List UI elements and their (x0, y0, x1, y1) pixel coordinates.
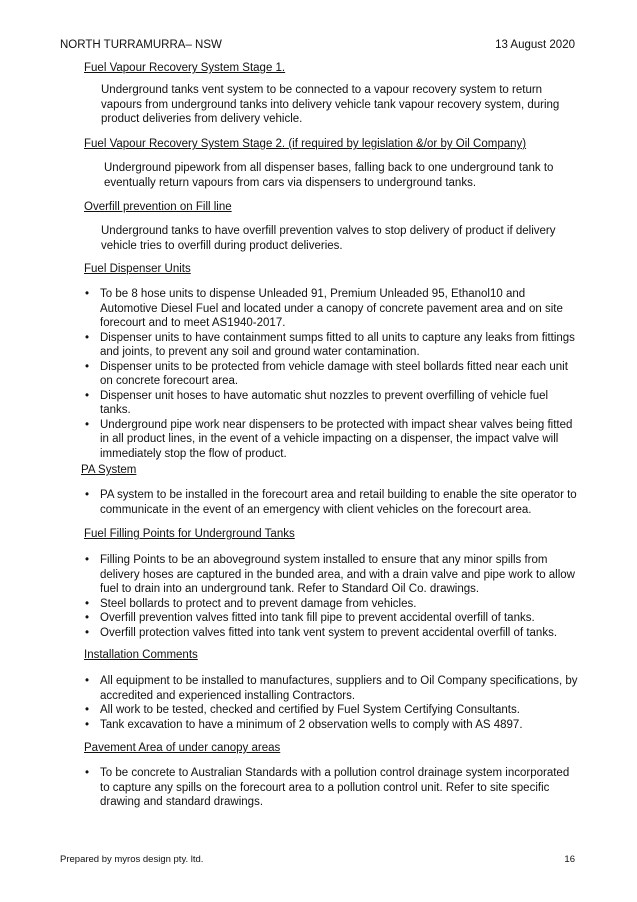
section-paragraph: Underground pipework from all dispenser bases, falling back to one underground tank to eventually return vapours from cars via dispensers to underground tanks. (104, 162, 554, 189)
list-item (78, 674, 578, 703)
bullet-icon: • (85, 554, 90, 566)
list-item (78, 389, 578, 418)
list-item (78, 418, 578, 462)
list-item-text: Overfill protection valves fitted into tank vent system to prevent accidental overfill of tanks. (100, 626, 558, 639)
bullet-icon: • (85, 767, 90, 779)
list-item (78, 287, 578, 331)
list-item (78, 488, 578, 517)
list-item (78, 597, 578, 612)
bullet-icon: • (85, 288, 90, 300)
list-item-text: All work to be tested, checked and certified by Fuel System Certifying Consultants. (100, 704, 520, 716)
list-item-text: To be 8 hose units to dispense Unleaded 91, Premium Unleaded 95, Ethanol10 and Automotive Diesel Fuel and located under a canopy of concrete pavement area and on site forecourt and to meet AS1940-2017. (100, 288, 563, 329)
bullet-icon: • (85, 626, 90, 639)
list-item-text: Tank excavation to have a minimum of 2 observation wells to comply with AS 4897. (100, 718, 523, 731)
section-heading: Overfill prevention on Fill line (84, 201, 232, 213)
bullet-list (78, 766, 578, 810)
list-item-text: Dispenser units to be protected from vehicle damage with steel bollards fitted near each unit on concrete forecourt area. (100, 360, 568, 387)
list-item-text: PA system to be installed in the forecourt area and retail building to enable the site operator to communicate in the event of an emergency with client vehicles on the forecourt area. (100, 489, 577, 516)
section-heading: Fuel Vapour Recovery System Stage 1. (84, 62, 286, 74)
list-item-text: Overfill prevention valves fitted into tank fill pipe to prevent accidental overfill of tanks. (100, 612, 535, 624)
footer-author: Prepared by myros design pty. ltd. (60, 854, 204, 865)
section-paragraph: Underground tanks vent system to be connected to a vapour recovery system to return vapours from underground tanks into delivery vehicle tank vapour recovery system, during product deliveries from delivery vehicle. (101, 84, 560, 125)
list-item (78, 626, 578, 641)
bullet-list (78, 287, 578, 461)
section-heading: PA System (81, 464, 137, 476)
bullet-icon: • (85, 489, 90, 501)
bullet-list (78, 488, 578, 517)
list-item-text: Dispenser units to have containment sumps fitted to all units to capture any leaks from fittings and joints, to prevent any soil and ground water contamination. (100, 331, 575, 358)
bullet-icon: • (85, 612, 90, 624)
section-heading: Pavement Area of under canopy areas (84, 742, 281, 754)
header-location: NORTH TURRAMURRA– NSW (60, 39, 222, 51)
bullet-icon: • (85, 704, 90, 716)
list-item (78, 553, 578, 597)
header-date: 13 August 2020 (495, 39, 575, 51)
bullet-icon: • (85, 675, 90, 687)
bullet-list (78, 553, 578, 640)
bullet-list (78, 674, 578, 732)
list-item (78, 766, 578, 810)
page-number: 16 (564, 854, 575, 865)
section-heading: Installation Comments (84, 649, 198, 661)
bullet-icon: • (85, 331, 90, 344)
list-item (78, 718, 578, 733)
bullet-icon: • (85, 360, 90, 373)
list-item (78, 331, 578, 360)
section-heading: Fuel Filling Points for Underground Tanks (84, 528, 295, 540)
section-heading: Fuel Vapour Recovery System Stage 2. (if required by legislation &/or by Oil Company) (84, 138, 527, 150)
list-item-text: Steel bollards to protect and to prevent damage from vehicles. (100, 597, 417, 610)
bullet-icon: • (85, 418, 90, 431)
section-paragraph: Underground tanks to have overfill prevention valves to stop delivery of product if delivery vehicle tries to overfill during product deliveries. (101, 225, 556, 252)
list-item (78, 611, 578, 626)
bullet-icon: • (85, 597, 90, 610)
list-item (78, 703, 578, 718)
list-item-text: All equipment to be installed to manufactures, suppliers and to Oil Company specifications, by accredited and experienced installing Contractors. (100, 675, 578, 702)
list-item-text: Underground pipe work near dispensers to be protected with impact shear valves being fitted in all product lines, in the event of a vehicle impacting on a dispenser, the impact valve will immediately stop the flow of product. (100, 418, 573, 460)
list-item-text: Filling Points to be an aboveground system installed to ensure that any minor spills from delivery hoses are captured in the bunded area, and with a drain valve and pipe work to allow fuel to drain into an underground tank. Refer to Standard Oil Co. drawings. (100, 554, 575, 595)
list-item-text: Dispenser unit hoses to have automatic shut nozzles to prevent overfilling of vehicle fuel tanks. (100, 389, 549, 416)
list-item (78, 360, 578, 389)
bullet-icon: • (85, 718, 90, 731)
bullet-icon: • (85, 389, 90, 402)
section-heading: Fuel Dispenser Units (84, 263, 191, 275)
list-item-text: To be concrete to Australian Standards with a pollution control drainage system incorporated to capture any spills on the forecourt area to a pollution control unit. Refer to site specific drawing and standard drawings. (100, 767, 570, 808)
